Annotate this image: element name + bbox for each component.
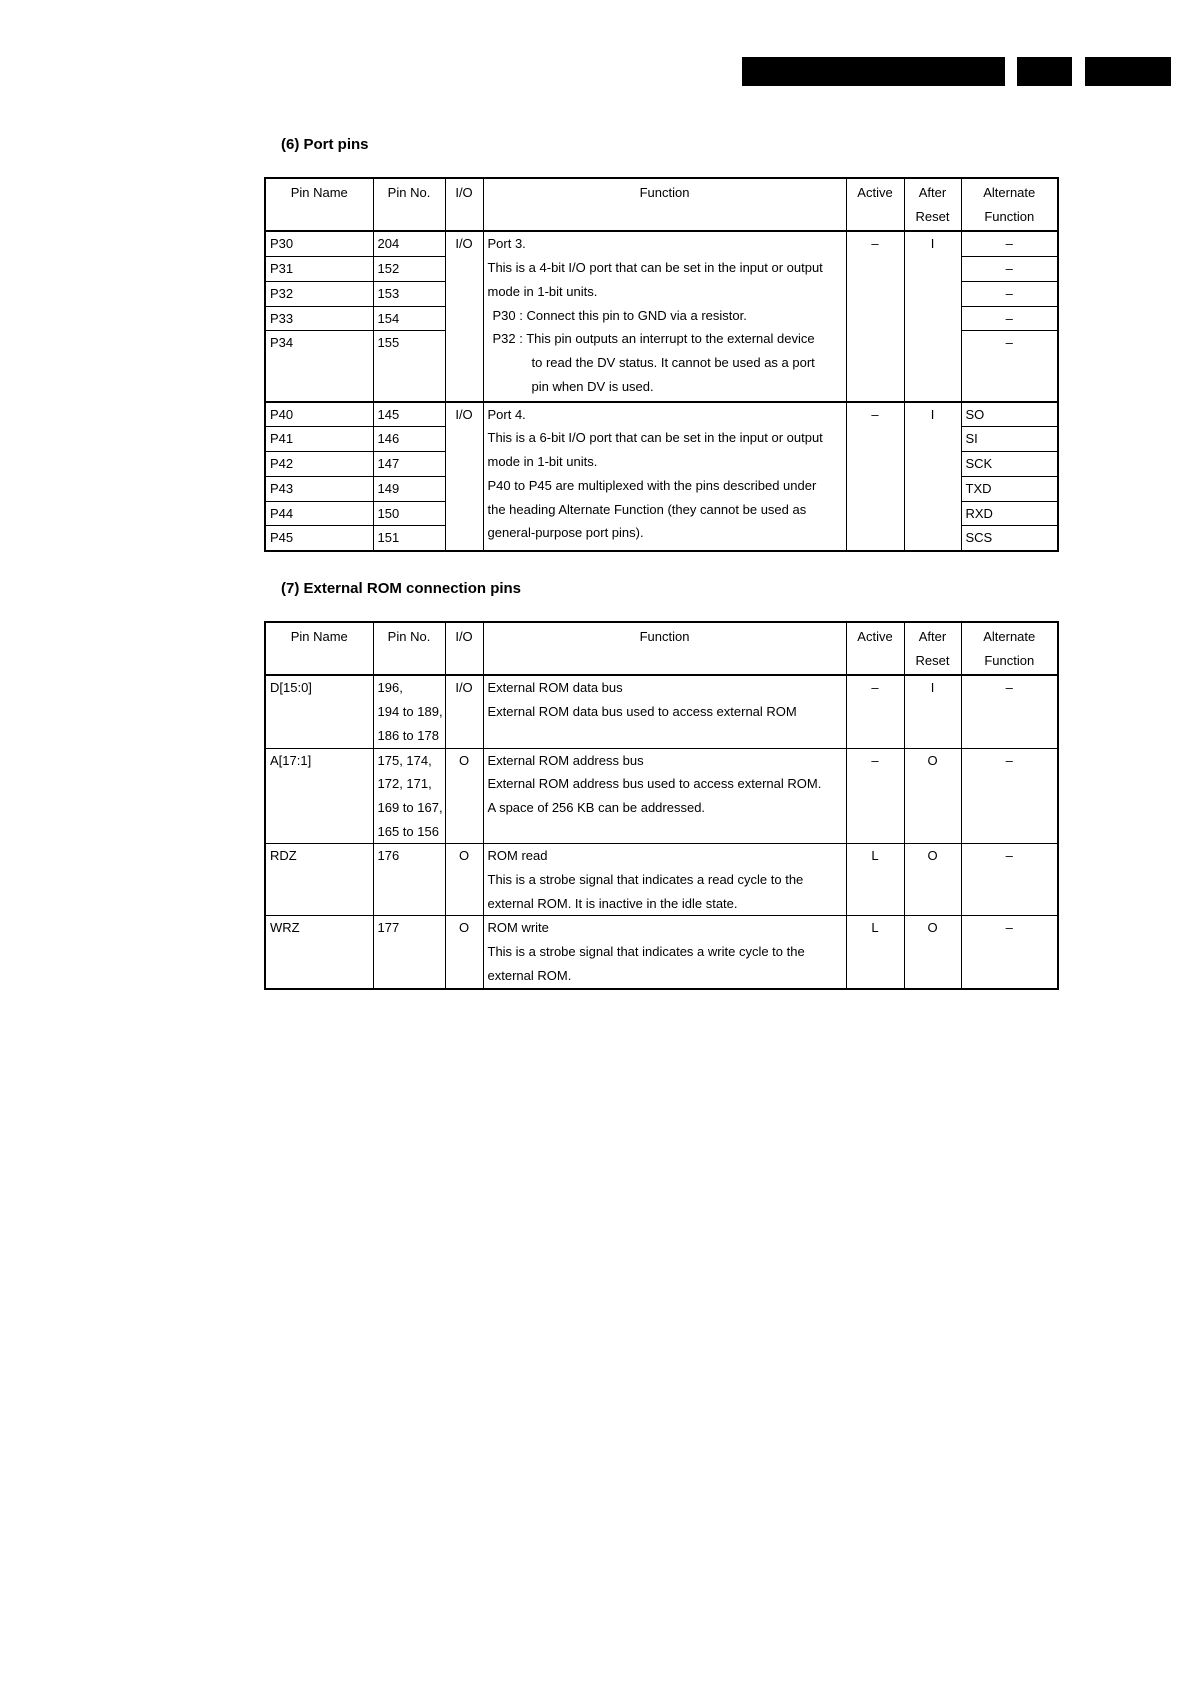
pin-active: – — [846, 231, 904, 401]
pin-alternate: RXD — [961, 501, 1058, 526]
pin-function: Port 4. This is a 6-bit I/O port that can be set in the input or output mode in 1-bit units. P40 to P45 are multiplexed with the pins described under the heading Alternate Function (they cannot be used as general-purpose port pins). — [483, 402, 846, 551]
pin-no: 204 — [373, 231, 445, 256]
pin-no: 149 — [373, 476, 445, 501]
pin-after-reset: I — [904, 402, 961, 551]
pin-name: RDZ — [265, 844, 373, 916]
table-row — [265, 916, 1058, 989]
pin-active: L — [846, 844, 904, 916]
pin-active: L — [846, 916, 904, 989]
pin-name: P45 — [265, 526, 373, 551]
header-pin-name: Pin Name — [265, 178, 373, 231]
pin-no: 146 — [373, 427, 445, 452]
pin-no: 151 — [373, 526, 445, 551]
pin-no: 153 — [373, 281, 445, 306]
pin-no: 177 — [373, 916, 445, 989]
pin-after-reset: O — [904, 916, 961, 989]
pin-after-reset: O — [904, 748, 961, 844]
pin-function: ROM read This is a strobe signal that indicates a read cycle to the external ROM. It is inactive in the idle state. — [483, 844, 846, 916]
pin-no: 145 — [373, 402, 445, 427]
table-row — [265, 675, 1058, 748]
port-pins-table — [264, 177, 1059, 552]
pin-no: 175, 174, 172, 171, 169 to 167, 165 to 156 — [373, 748, 445, 844]
pin-no: 150 — [373, 501, 445, 526]
header-after-reset: After Reset — [904, 622, 961, 675]
pin-alternate: SI — [961, 427, 1058, 452]
pin-name: P30 — [265, 231, 373, 256]
pin-io: I/O — [445, 402, 483, 551]
pin-after-reset: O — [904, 844, 961, 916]
header-bar-2 — [1017, 57, 1072, 86]
header-pin-name: Pin Name — [265, 622, 373, 675]
header-after-reset: After Reset — [904, 178, 961, 231]
pin-alternate: – — [961, 257, 1058, 282]
pin-alternate: – — [961, 306, 1058, 331]
header-active: Active — [846, 178, 904, 231]
pin-alternate: SCK — [961, 452, 1058, 477]
header-alternate-function: Alternate Function — [961, 178, 1058, 231]
pin-active: – — [846, 748, 904, 844]
pin-active: – — [846, 675, 904, 748]
pin-name: P31 — [265, 257, 373, 282]
table-header-row — [265, 622, 1058, 675]
pin-io: I/O — [445, 675, 483, 748]
pin-io: O — [445, 748, 483, 844]
table-row — [265, 402, 1058, 427]
header-io: I/O — [445, 622, 483, 675]
pin-name: P44 — [265, 501, 373, 526]
pin-alternate: SCS — [961, 526, 1058, 551]
pin-after-reset: I — [904, 231, 961, 401]
table-row — [265, 748, 1058, 844]
header-function: Function — [483, 178, 846, 231]
pin-no: 196, 194 to 189, 186 to 178 — [373, 675, 445, 748]
pin-no: 155 — [373, 331, 445, 402]
header-pin-no: Pin No. — [373, 178, 445, 231]
table-row — [265, 231, 1058, 256]
pin-alternate: SO — [961, 402, 1058, 427]
pin-no: 152 — [373, 257, 445, 282]
pin-function: External ROM data bus External ROM data bus used to access external ROM — [483, 675, 846, 748]
pin-name: P34 — [265, 331, 373, 402]
section-7-title: (7) External ROM connection pins — [281, 580, 522, 597]
pin-function: Port 3. This is a 4-bit I/O port that can be set in the input or output mode in 1-bit units. P30 : Connect this pin to GND via a resistor. P32 : This pin outputs an interrupt to the external device to read the DV status. It cannot be used as a port pin when DV is used. — [483, 231, 846, 401]
pin-alternate: – — [961, 675, 1058, 748]
pin-no: 147 — [373, 452, 445, 477]
header-active: Active — [846, 622, 904, 675]
pin-function: ROM write This is a strobe signal that indicates a write cycle to the external ROM. — [483, 916, 846, 989]
pin-active: – — [846, 402, 904, 551]
pin-alternate: – — [961, 281, 1058, 306]
pin-name: P33 — [265, 306, 373, 331]
pin-io: O — [445, 916, 483, 989]
pin-after-reset: I — [904, 675, 961, 748]
header-io: I/O — [445, 178, 483, 231]
section-6-title: (6) Port pins — [281, 136, 369, 153]
header-pin-no: Pin No. — [373, 622, 445, 675]
pin-name: WRZ — [265, 916, 373, 989]
pin-io: O — [445, 844, 483, 916]
header-function: Function — [483, 622, 846, 675]
pin-alternate: – — [961, 748, 1058, 844]
pin-name: P41 — [265, 427, 373, 452]
pin-name: D[15:0] — [265, 675, 373, 748]
pin-no: 176 — [373, 844, 445, 916]
header-bar-3 — [1085, 57, 1171, 86]
pin-no: 154 — [373, 306, 445, 331]
pin-alternate: – — [961, 916, 1058, 989]
pin-alternate: – — [961, 844, 1058, 916]
pin-name: P32 — [265, 281, 373, 306]
pin-io: I/O — [445, 231, 483, 401]
table-row — [265, 844, 1058, 916]
pin-name: P40 — [265, 402, 373, 427]
external-rom-pins-table — [264, 621, 1059, 990]
table-header-row — [265, 178, 1058, 231]
pin-alternate: – — [961, 331, 1058, 402]
header-bar-1 — [742, 57, 1005, 86]
pin-alternate: TXD — [961, 476, 1058, 501]
pin-name: P43 — [265, 476, 373, 501]
pin-alternate: – — [961, 231, 1058, 256]
pin-name: P42 — [265, 452, 373, 477]
pin-name: A[17:1] — [265, 748, 373, 844]
pin-function: External ROM address bus External ROM address bus used to access external ROM. A space of 256 KB can be addressed. — [483, 748, 846, 844]
header-alternate-function: Alternate Function — [961, 622, 1058, 675]
